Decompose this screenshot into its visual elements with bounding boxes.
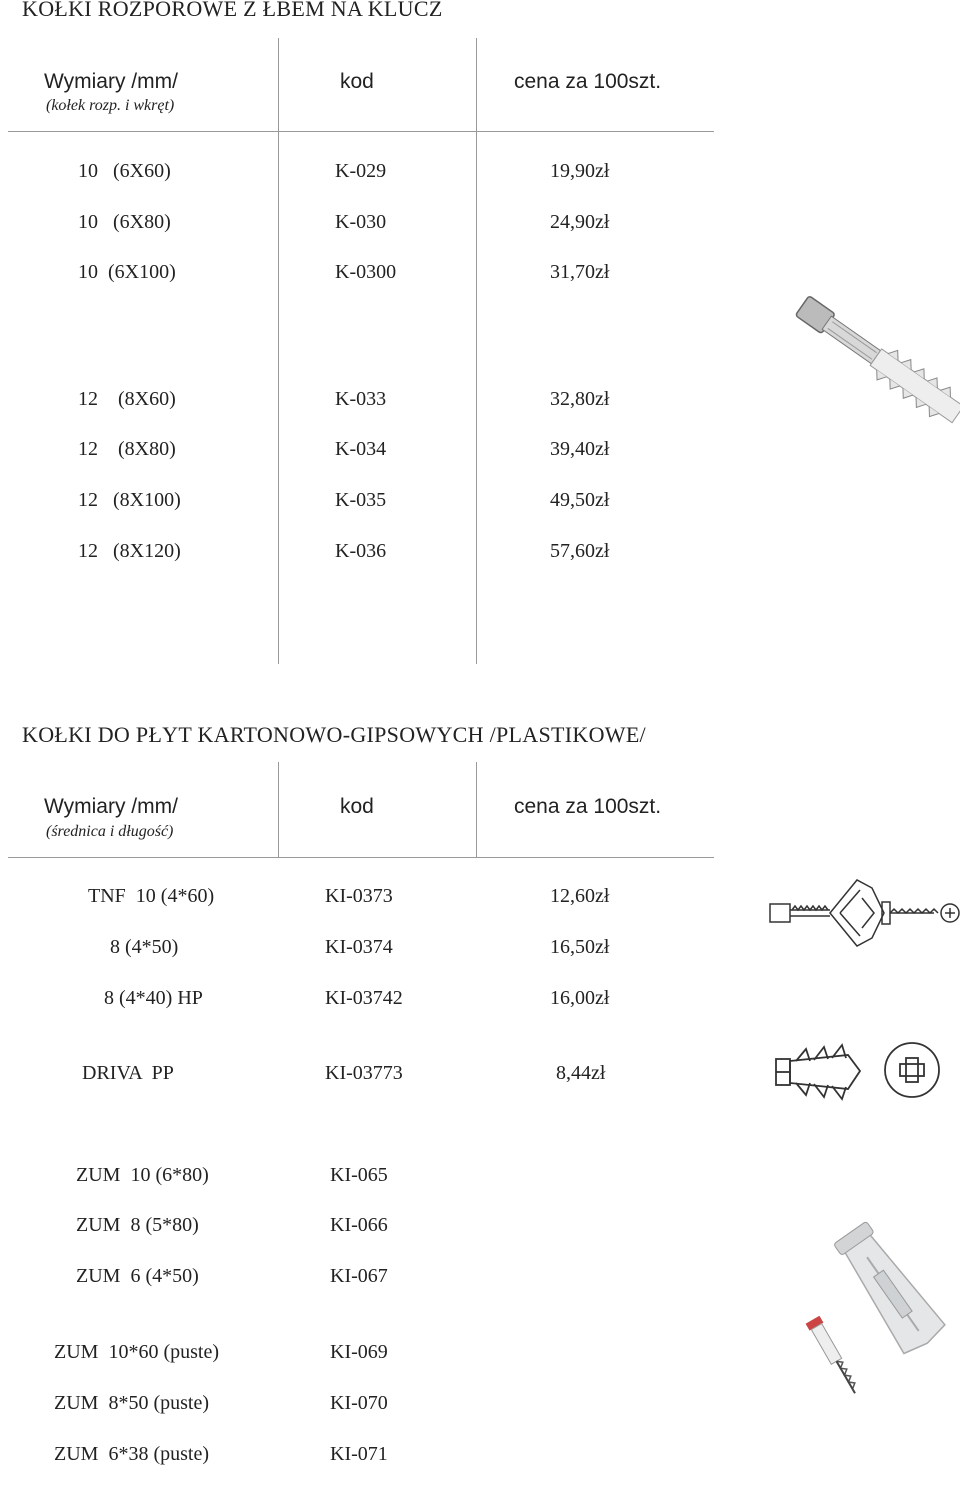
header-dimensions: Wymiary /mm/ (44, 795, 178, 818)
zum-nylon-anchor-icon (790, 1220, 960, 1400)
hex-head-anchor-icon (795, 280, 960, 440)
table-row-dim: 12 (8X120) (78, 540, 181, 562)
header-price: cena za 100szt. (514, 70, 662, 93)
table-row-price: 32,80zł (550, 388, 610, 410)
header-dimensions: Wymiary /mm/ (44, 70, 178, 93)
section1-title: KOŁKI ROZPOROWE Z ŁBEM NA KLUCZ (22, 0, 443, 21)
table-row-dim: ZUM 8 (5*80) (76, 1214, 199, 1236)
table-row-dim: ZUM 8*50 (puste) (54, 1392, 209, 1414)
table-row-code: KI-071 (330, 1443, 388, 1465)
table-row-price: 39,40zł (550, 438, 610, 460)
header-dimensions-sub: (kołek rozp. i wkręt) (46, 97, 175, 114)
table-row-price: 31,70zł (550, 261, 610, 283)
header-price: cena za 100szt. (514, 795, 662, 818)
table-row-price: 49,50zł (550, 489, 610, 511)
header-code: kod (340, 70, 374, 93)
drywall-toggle-anchor-icon (762, 868, 960, 958)
table-row-code: KI-069 (330, 1341, 388, 1363)
header-divider (8, 131, 714, 132)
table-row-dim: TNF 10 (4*60) (88, 885, 215, 907)
table-row-dim: 12 (8X80) (78, 438, 176, 460)
section2-title: KOŁKI DO PŁYT KARTONOWO-GIPSOWYCH /PLASTIKOWE/ (22, 722, 646, 747)
table-row-price: 16,50zł (550, 936, 610, 958)
table-row-price: 12,60zł (550, 885, 610, 907)
table-row-price: 8,44zł (556, 1062, 606, 1084)
table-row-code: K-030 (335, 211, 387, 233)
table-row-dim: 8 (4*40) HP (104, 987, 203, 1009)
table-row-code: K-035 (335, 489, 387, 511)
header-dimensions-sub: (średnica i długość) (46, 823, 174, 840)
table-row-code: KI-066 (330, 1214, 388, 1236)
table-row-code: KI-070 (330, 1392, 388, 1414)
table-row-code: KI-065 (330, 1164, 388, 1186)
table-row-code: K-036 (335, 540, 387, 562)
table-row-dim: 10 (6X80) (78, 211, 171, 233)
table-row-code: KI-0374 (325, 936, 393, 958)
table-row-dim: 8 (4*50) (110, 936, 179, 958)
table-row-price: 57,60zł (550, 540, 610, 562)
table-row-code: KI-0373 (325, 885, 393, 907)
column-divider (476, 762, 477, 857)
table-row-price: 19,90zł (550, 160, 610, 182)
table-row-price: 16,00zł (550, 987, 610, 1009)
self-drill-drywall-anchor-icon (770, 1033, 945, 1108)
table-row-code: KI-067 (330, 1265, 388, 1287)
table-row-code: KI-03742 (325, 987, 403, 1009)
table-row-dim: ZUM 6 (4*50) (76, 1265, 199, 1287)
table-row-dim: 10 (6X100) (78, 261, 176, 283)
table-row-dim: DRIVA PP (82, 1062, 174, 1084)
header-divider (8, 857, 714, 858)
table-row-dim: 10 (6X60) (78, 160, 171, 182)
table-row-dim: ZUM 10 (6*80) (76, 1164, 209, 1186)
column-divider (278, 762, 279, 857)
table-row-price: 24,90zł (550, 211, 610, 233)
table-row-code: K-029 (335, 160, 387, 182)
table-row-dim: ZUM 10*60 (puste) (54, 1341, 219, 1363)
header-code: kod (340, 795, 374, 818)
table-row-code: K-0300 (335, 261, 397, 283)
table-row-code: K-034 (335, 438, 387, 460)
table-row-code: KI-03773 (325, 1062, 403, 1084)
table-row-code: K-033 (335, 388, 387, 410)
table-row-dim: ZUM 6*38 (puste) (54, 1443, 209, 1465)
table-row-dim: 12 (8X60) (78, 388, 176, 410)
table-row-dim: 12 (8X100) (78, 489, 181, 511)
